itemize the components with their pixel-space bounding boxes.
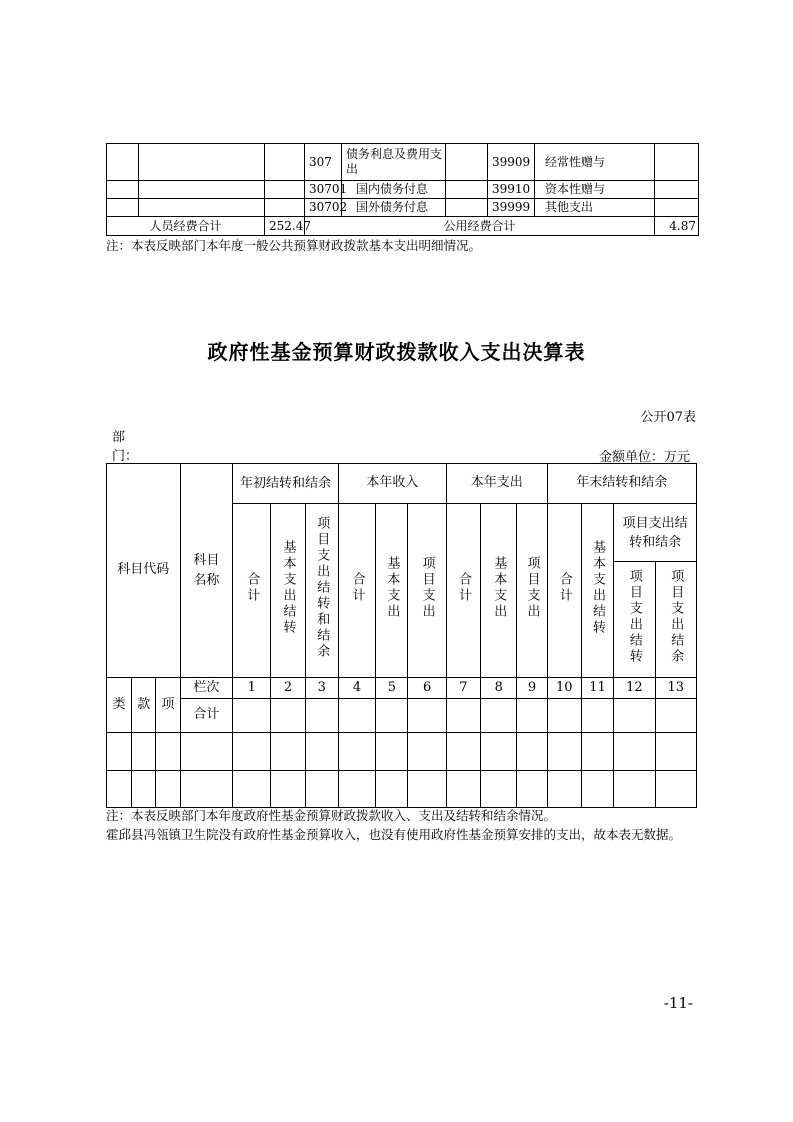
cell-code: 30701 [305,181,342,199]
cell-name: 债务利息及费用支出 [342,144,446,181]
basic-expense-note: 注：本表反映部门本年度一般公共预算财政拨款基本支出明细情况。 [106,238,482,253]
header-expense: 本年支出 [446,464,547,504]
col-number: 11 [581,678,613,699]
col-number: 9 [517,678,547,699]
col-number: 6 [408,678,446,699]
header-end-balance: 年末结转和结余 [547,464,696,504]
header-column-index: 栏次 [180,678,232,699]
unit-label: 金额单位：万元 [598,450,690,465]
header-end-project-carry: 项目支出结转和结余 [614,504,697,562]
table-row [107,199,699,217]
cell-code: 307 [305,144,342,181]
cell-code: 39999 [488,199,535,217]
col-number: 12 [614,678,655,699]
public-total-label: 公用经费合计 [305,217,655,236]
col-number: 3 [305,678,338,699]
page-title: 政府性基金预算财政拨款收入支出决算表 [207,340,586,364]
header-end-project-carry-sub: 项目支出结转 [614,562,655,678]
personnel-total-label: 人员经费合计 [107,217,265,236]
header-subject-name: 科目名称 [180,464,232,678]
header-income-basic: 基本支出 [376,504,408,678]
cell-name: 其他支出 [535,199,655,217]
fund-budget-table [106,463,697,808]
col-number: 13 [655,678,696,699]
header-income-total: 合计 [338,504,375,678]
header-row [107,464,697,504]
note-line: 霍邱县冯瓴镇卫生院没有政府性基金预算收入，也没有使用政府性基金预算安排的支出，故本表无数据。 [106,827,682,842]
total-row [107,217,699,236]
form-number: 公开07表 [640,410,696,425]
department-label: 部门： [112,430,139,464]
cell-code: 39909 [488,144,535,181]
col-number: 5 [376,678,408,699]
table-row [107,771,697,808]
cell-code: 30702 [305,199,342,217]
cell-code: 39910 [488,181,535,199]
table-row [107,733,697,771]
header-expense-project: 项目支出 [517,504,547,678]
cell-name: 国外债务付息 [342,199,446,217]
index-row [107,678,697,699]
header-subject-code: 科目代码 [107,464,181,678]
col-number: 1 [233,678,271,699]
note-line: 注：本表反映部门本年度政府性基金预算财政拨款收入、支出及结转和结余情况。 [106,808,557,823]
col-number: 8 [481,678,517,699]
header-income: 本年收入 [338,464,446,504]
header-begin-balance: 年初结转和结余 [233,464,339,504]
header-begin-basic-carry: 基本支出结转 [271,504,305,678]
page-number: -11- [663,994,693,1012]
header-end-project-surplus-sub: 项目支出结余 [655,562,696,678]
col-number: 7 [446,678,480,699]
header-kuan: 款 [132,678,156,733]
col-number: 2 [271,678,305,699]
header-expense-basic: 基本支出 [481,504,517,678]
fund-budget-note [106,806,696,844]
cell-name: 经常性赠与 [535,144,655,181]
basic-expense-detail-table-fragment [106,143,699,236]
sum-row-label: 合计 [180,699,232,733]
header-expense-total: 合计 [446,504,480,678]
col-number: 4 [338,678,375,699]
header-end-total: 合计 [547,504,581,678]
cell-name: 国内债务付息 [342,181,446,199]
header-xiang: 项 [156,678,180,733]
header-end-basic-carry: 基本支出结转 [581,504,613,678]
header-begin-total: 合计 [233,504,271,678]
sum-row [107,699,697,733]
cell-name: 资本性赠与 [535,181,655,199]
table-row [107,181,699,199]
header-begin-project-carry: 项目支出结转和结余 [305,504,338,678]
personnel-total-value: 252.47 [265,217,305,236]
col-number: 10 [547,678,581,699]
table-row [107,144,699,181]
header-lei: 类 [107,678,132,733]
header-income-project: 项目支出 [408,504,446,678]
public-total-value: 4.87 [655,217,699,236]
